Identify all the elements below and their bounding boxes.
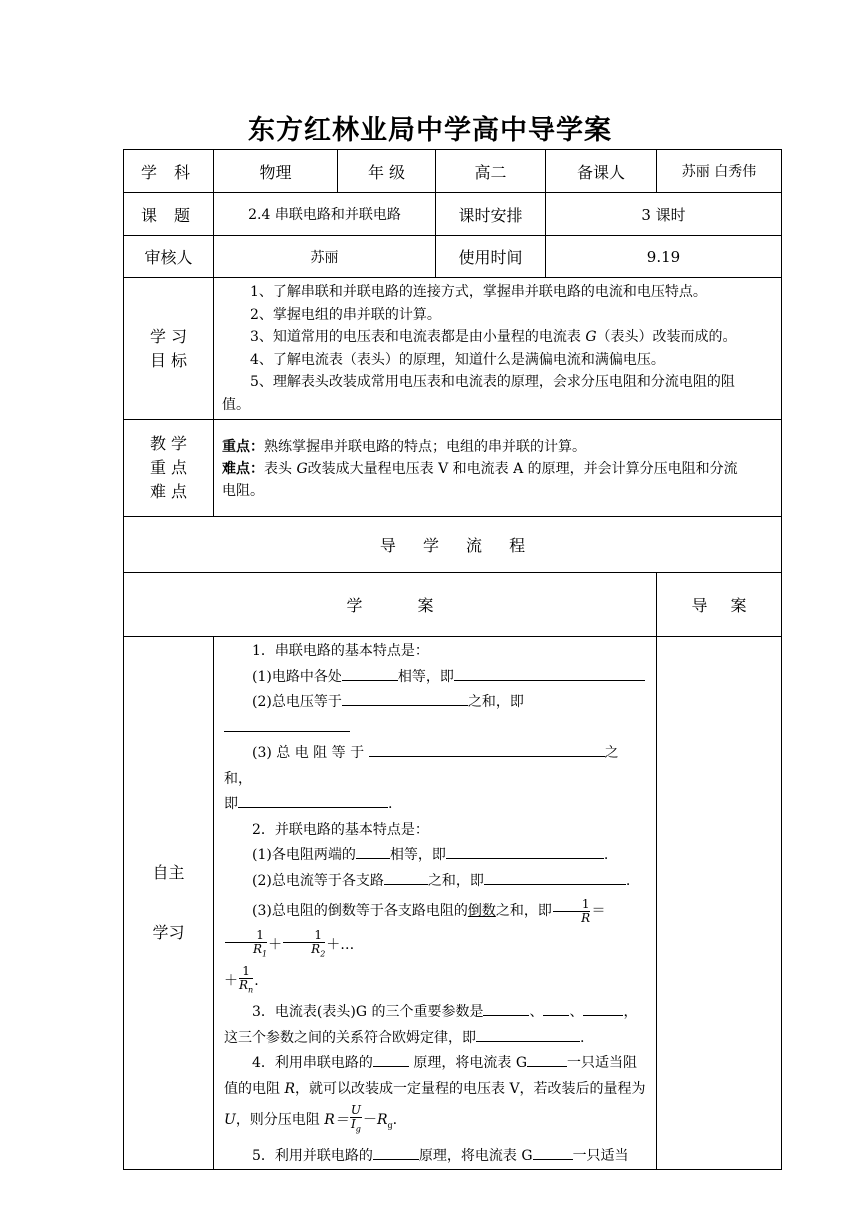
goal-item: 4、了解电流表（表头）的原理，知道什么是满偏电流和满偏电压。 — [250, 351, 665, 368]
hours-value: 3 课时 — [546, 193, 782, 236]
question-1: 1．串联电路的基本特点是： — [252, 643, 429, 659]
goals-label-line-1: 学 习 — [149, 326, 188, 346]
column-header-row — [124, 573, 782, 637]
question-4-cont: 值的电阻 R，就可以改装成一定量程的电压表 V，若改装后的量程为 — [224, 1080, 646, 1097]
goals-row — [124, 278, 782, 420]
question-1b: (2)总电压等于 之和，即 — [224, 690, 648, 741]
page-title: 东方红林业局中学高中导学案 — [248, 115, 612, 146]
subject-label: 学 科 — [124, 150, 214, 193]
goals-content — [214, 278, 782, 420]
header-row-1 — [124, 150, 782, 193]
question-4-formula: U，则分压电阻 R＝ $\frac{U}{I_g}$ $-R_g$. — [224, 1103, 398, 1134]
question-1c-cont: 即 . — [224, 792, 648, 818]
date-value: 9.19 — [546, 236, 782, 278]
self-study-content — [214, 637, 657, 1170]
focus-label-line-3: 难 点 — [149, 482, 188, 501]
guide-column-cell — [657, 637, 782, 1170]
reviewer-label: 审核人 — [124, 236, 214, 278]
question-5: 5．利用并联电路的 原理，将电流表 G 一只适当 — [224, 1144, 648, 1170]
topic-value: 2.4 串联电路和并联电路 — [214, 193, 436, 236]
question-2: 2．并联电路的基本特点是： — [252, 821, 429, 838]
question-2c: (3)总电阻的倒数等于各支路电阻的倒数之和，即 $\frac{1}{R}$ ＝ $\frac{1}{R_1}$ ＋ $\frac{1}{R_2}$ ＋… — [224, 894, 648, 962]
difficult-point: 难点：表头 G改装成大量程电压表 V 和电流表 A 的原理，并会计算分压电阻和分流 — [222, 461, 738, 477]
lesson-table — [123, 149, 782, 1170]
goal-item: 值。 — [222, 396, 250, 413]
topic-label: 课 题 — [124, 193, 214, 236]
focus-label-line-1: 教 学 — [149, 434, 188, 453]
subject-value: 物理 — [214, 150, 338, 193]
focus-row — [124, 420, 782, 517]
goal-item: 2、掌握电组的串并联的计算。 — [250, 306, 441, 323]
grade-label: 年 级 — [338, 150, 436, 193]
grade-value: 高二 — [436, 150, 546, 193]
hours-label: 课时安排 — [436, 193, 546, 236]
header-row-2 — [124, 193, 782, 236]
goal-item: 3、知道常用的电压表和电流表都是由小量程的电流表 G（表头）改装而成的。 — [250, 329, 737, 345]
flow-title: 导 学 流 程 — [124, 517, 782, 573]
fraction-1-over-R: $\frac{1}{R}$ — [553, 898, 591, 925]
self-study-label-line-2: 学习 — [152, 923, 185, 943]
self-study-row — [124, 637, 782, 1170]
goals-label — [124, 278, 214, 420]
key-point: 重点：熟练掌握串并联电路的特点；电组的串并联的计算。 — [222, 439, 586, 455]
focus-content — [214, 420, 782, 517]
date-label: 使用时间 — [436, 236, 546, 278]
header-row-3 — [124, 236, 782, 278]
question-4: 4．利用串联电路的 原理，将电流表 G 一只适当阻 — [224, 1051, 648, 1077]
question-3-cont: 这三个参数之间的关系符合欧姆定律，即 . — [224, 1026, 648, 1052]
goal-item: 5、理解表头改装成常用电压表和电流表的原理，会求分压电阻和分流电阻的阻 — [250, 374, 735, 390]
question-1a: (1)电路中各处 相等，即 — [224, 665, 648, 691]
goals-label-line-2: 目 标 — [149, 350, 188, 370]
reviewer-value: 苏丽 — [214, 236, 436, 278]
goal-item: 1、了解串联和并联电路的连接方式，掌握串并联电路的电流和电压特点。 — [250, 284, 707, 300]
fraction-1-over-R1: $\frac{1}{R_1}$ — [225, 929, 267, 960]
difficult-point-cont: 电阻。 — [222, 483, 264, 499]
flow-title-row — [124, 517, 782, 573]
study-column-header: 学 案 — [124, 573, 657, 637]
guide-column-header: 导 案 — [657, 573, 782, 637]
focus-label — [124, 420, 214, 517]
question-3: 3．电流表(表头)G 的三个重要参数是 、 、 ， — [224, 1000, 648, 1026]
question-2b: (2)总电流等于各支路 之和，即 . — [224, 869, 648, 895]
focus-label-line-2: 重 点 — [149, 458, 188, 477]
preparer-value: 苏丽 白秀伟 — [657, 150, 782, 193]
question-2c-cont: ＋ $\frac{1}{R_n}$ . — [224, 964, 259, 995]
question-2a: (1)各电阻两端的 相等，即 . — [224, 843, 648, 869]
fraction-1-over-Rn: $\frac{1}{R_n}$ — [239, 964, 254, 995]
preparer-label: 备课人 — [546, 150, 657, 193]
question-1c: (3) 总 电 阻 等 于 之 和， — [224, 741, 648, 792]
self-study-label — [124, 637, 214, 1170]
fraction-U-over-Ig: $\frac{U}{I_g}$ — [350, 1103, 361, 1134]
self-study-label-line-1: 自主 — [152, 863, 185, 883]
fraction-1-over-R2: $\frac{1}{R_2}$ — [283, 929, 325, 960]
